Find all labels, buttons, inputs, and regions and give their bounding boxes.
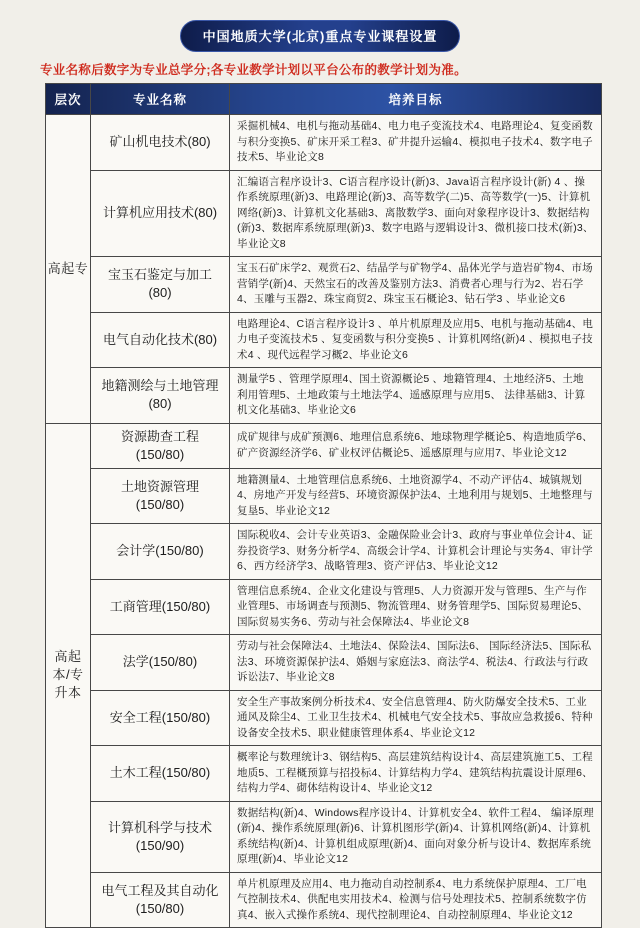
objectives-cell: 测量学5 、管理学原理4、国土资源概论5 、地籍管理4、土地经济5、土地利用管理5、土地政策与土地法学4、遥感原理与应用5、 法律基础3、计算机文化基础3、毕业论文6 xyxy=(230,368,602,424)
table-row xyxy=(46,257,602,313)
major-cell: 法学(150/80) xyxy=(91,635,230,691)
major-cell: 土木工程(150/80) xyxy=(91,746,230,802)
banner-container xyxy=(0,0,640,52)
notice-text: 专业名称后数字为专业总学分;各专业教学计划以平台公布的教学计划为准。 xyxy=(40,63,467,77)
major-cell: 会计学(150/80) xyxy=(91,524,230,580)
objectives-cell: 地籍测量4、土地管理信息系统6、土地资源学4、不动产评估4、城镇规划4、房地产开发与经营5、环境资源保护法4、土地利用与规划5、土地整理与复垦5、毕业论文12 xyxy=(230,468,602,524)
major-cell: 资源勘查工程(150/80) xyxy=(91,423,230,468)
major-cell: 安全工程(150/80) xyxy=(91,690,230,746)
table-row xyxy=(46,579,602,635)
major-cell: 矿山机电技术(80) xyxy=(91,115,230,171)
table-row xyxy=(46,312,602,368)
table-row xyxy=(46,115,602,171)
objectives-cell: 汇编语言程序设计3、C语言程序设计(新)3、Java语言程序设计(新) 4 、操作系统原理(新)3、电路理论(新)3、高等数学(二)5、高等数学(一)5、计算机网络(新)3、计算机文化基础3、离散数学3、面向对象程序设计3、数据结构(新)3、数据库系统原理(新)3、数字电路与逻辑设计3、微机接口技术(新)3、毕业论文8 xyxy=(230,170,602,257)
major-cell: 电气自动化技术(80) xyxy=(91,312,230,368)
table-row xyxy=(46,801,602,872)
level-cell-gaoqizhuan: 高起专 xyxy=(46,115,91,424)
objectives-cell: 概率论与数理统计3、钢结构5、高层建筑结构设计4、高层建筑施工5、工程地质5、工程概预算与招投标4、计算结构力学4、建筑结构抗震设计原理6、结构力学4、砌体结构设计4、毕业论文12 xyxy=(230,746,602,802)
objectives-cell: 采掘机械4、电机与拖动基础4、电力电子变流技术4、电路理论4、复变函数与积分变换5、矿床开采工程3、矿井提升运输4、模拟电子技术4、数字电子技术5、毕业论文8 xyxy=(230,115,602,171)
level-cell-gaoqiben-zhuanshengben: 高起本/专升本 xyxy=(46,423,91,928)
objectives-cell: 成矿规律与成矿预测6、地理信息系统6、地球物理学概论5、构造地质学6、矿产资源经济学6、矿业权评估概论5、遥感原理与应用7、毕业论文12 xyxy=(230,423,602,468)
table-header-row xyxy=(46,84,602,115)
column-header-major: 专业名称 xyxy=(91,84,230,115)
course-table xyxy=(45,83,602,928)
table-row xyxy=(46,423,602,468)
major-cell: 宝玉石鉴定与加工(80) xyxy=(91,257,230,313)
objectives-cell: 管理信息系统4、企业文化建设与管理5、人力资源开发与管理5、生产与作业管理5、市场调查与预测5、物流管理4、财务管理学5、国际贸易理论5、国际贸易实务6、劳动与社会保障法4、毕业论文8 xyxy=(230,579,602,635)
objectives-cell: 宝玉石矿床学2、观赏石2、结晶学与矿物学4、晶体光学与造岩矿物4、市场营销学(新)4、天然宝石的改善及鉴别方法3、消费者心理与行为2、岩石学4、玉雕与玉器2、珠宝商贸2、珠宝玉石概论3、钻石学3 、毕业论文6 xyxy=(230,257,602,313)
column-header-level: 层次 xyxy=(46,84,91,115)
table-row xyxy=(46,690,602,746)
objectives-cell: 数据结构(新)4、Windows程序设计4、计算机安全4、软件工程4、 编译原理(新)4、操作系统原理(新)6、计算机图形学(新)4、计算机网络(新)4、计算机系统结构(新)4、计算机组成原理(新)4、面向对象分析与设计4、数据库系统原理(新)4、毕业论文12 xyxy=(230,801,602,872)
objectives-cell: 国际税收4、会计专业英语3、金融保险业会计3、政府与事业单位会计4、证券投资学3、财务分析学4、高级会计学4、计算机会计理论与实务4、审计学6、西方经济学3、战略管理3、资产评估3、毕业论文12 xyxy=(230,524,602,580)
table-row xyxy=(46,635,602,691)
major-cell: 地籍测绘与土地管理(80) xyxy=(91,368,230,424)
objectives-cell: 电路理论4、C语言程序设计3 、单片机原理及应用5、电机与拖动基础4、电力电子变流技术5 、复变函数与积分变换5 、计算机网络(新)4 、模拟电子技术4 、现代远程学习概2、毕业论文6 xyxy=(230,312,602,368)
objectives-cell: 安全生产事故案例分析技术4、安全信息管理4、防火防爆安全技术5、工业通风及除尘4、工业卫生技术4、机械电气安全技术5、事故应急救援6、特种设备安全技术5、职业健康管理体系4、毕业论文12 xyxy=(230,690,602,746)
major-cell: 计算机应用技术(80) xyxy=(91,170,230,257)
major-cell: 工商管理(150/80) xyxy=(91,579,230,635)
table-row xyxy=(46,872,602,928)
table-row xyxy=(46,524,602,580)
table-row xyxy=(46,746,602,802)
page-title: 中国地质大学(北京)重点专业课程设置 xyxy=(180,20,461,52)
table-row xyxy=(46,468,602,524)
major-cell: 电气工程及其自动化(150/80) xyxy=(91,872,230,928)
table-row xyxy=(46,368,602,424)
objectives-cell: 单片机原理及应用4、电力拖动自动控制系4、电力系统保护原理4、工厂电气控制技术4、供配电实用技术4、检测与信号处理技术5、控制系统数字仿真4、嵌入式操作系统4、现代控制理论4、自动控制原理4、毕业论文12 xyxy=(230,872,602,928)
objectives-cell: 劳动与社会保障法4、土地法4、保险法4、国际法6、 国际经济法5、国际私法3、环境资源保护法4、婚姻与家庭法3、商法学4、税法4、行政法与行政诉讼法7、毕业论文8 xyxy=(230,635,602,691)
table-row xyxy=(46,170,602,257)
major-cell: 计算机科学与技术(150/90) xyxy=(91,801,230,872)
major-cell: 土地资源管理(150/80) xyxy=(91,468,230,524)
column-header-objectives: 培养目标 xyxy=(230,84,602,115)
